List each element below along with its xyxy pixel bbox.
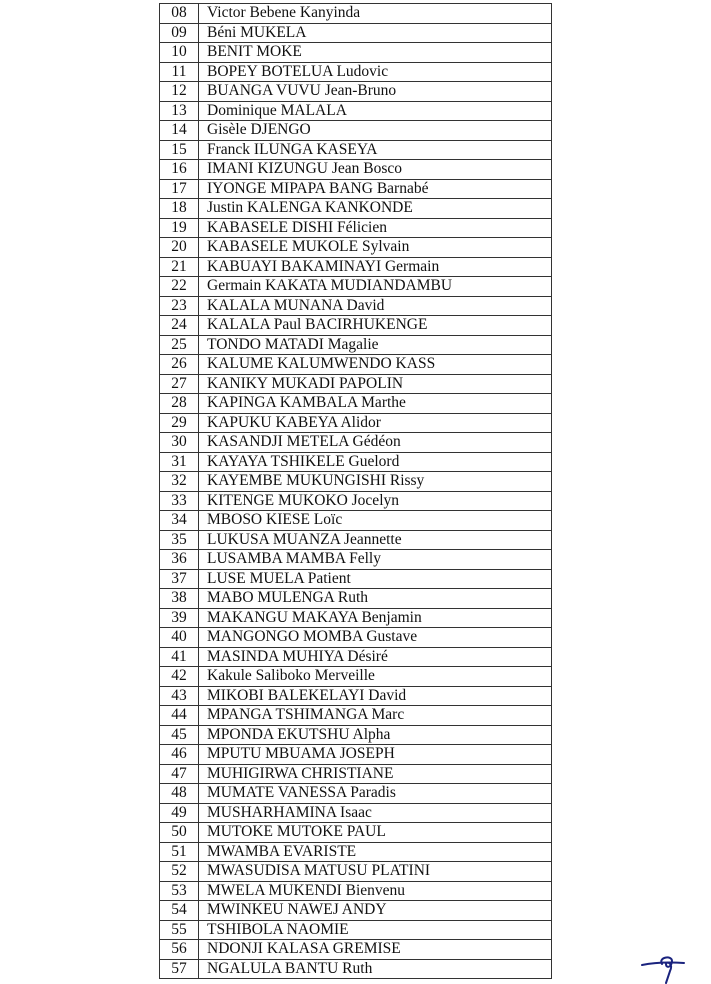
row-number: 38	[160, 589, 199, 609]
table-row	[160, 745, 552, 765]
person-name: BUANGA VUVU Jean-Bruno	[199, 82, 552, 102]
row-number: 37	[160, 569, 199, 589]
person-name: Victor Bebene Kanyinda	[199, 4, 552, 24]
person-name: KABUAYI BAKAMINAYI Germain	[199, 257, 552, 277]
person-name: KABASELE DISHI Félicien	[199, 218, 552, 238]
row-number: 47	[160, 764, 199, 784]
person-name: KASANDJI METELA Gédéon	[199, 433, 552, 453]
row-number: 15	[160, 140, 199, 160]
table-row	[160, 959, 552, 979]
row-number: 21	[160, 257, 199, 277]
person-name: MANGONGO MOMBA Gustave	[199, 628, 552, 648]
table-row	[160, 238, 552, 258]
row-number: 54	[160, 901, 199, 921]
table-row	[160, 316, 552, 336]
person-name: MUMATE VANESSA Paradis	[199, 784, 552, 804]
table-row	[160, 62, 552, 82]
table-row	[160, 784, 552, 804]
row-number: 44	[160, 706, 199, 726]
table-row	[160, 647, 552, 667]
row-number: 30	[160, 433, 199, 453]
row-number: 40	[160, 628, 199, 648]
row-number: 22	[160, 277, 199, 297]
table-row	[160, 199, 552, 219]
person-name: Gisèle DJENGO	[199, 121, 552, 141]
person-name: MWASUDISA MATUSU PLATINI	[199, 862, 552, 882]
person-name: Dominique MALALA	[199, 101, 552, 121]
table-row	[160, 511, 552, 531]
row-number: 46	[160, 745, 199, 765]
row-number: 49	[160, 803, 199, 823]
table-row	[160, 43, 552, 63]
table-row	[160, 335, 552, 355]
table-row	[160, 608, 552, 628]
table-row	[160, 472, 552, 492]
person-name: MASINDA MUHIYA Désiré	[199, 647, 552, 667]
row-number: 19	[160, 218, 199, 238]
person-name: IYONGE MIPAPA BANG Barnabé	[199, 179, 552, 199]
person-name: MWAMBA EVARISTE	[199, 842, 552, 862]
person-name: Franck ILUNGA KASEYA	[199, 140, 552, 160]
row-number: 56	[160, 940, 199, 960]
table-row	[160, 686, 552, 706]
person-name: MBOSO KIESE Loïc	[199, 511, 552, 531]
row-number: 10	[160, 43, 199, 63]
person-name: KAPUKU KABEYA Alidor	[199, 413, 552, 433]
person-name: IMANI KIZUNGU Jean Bosco	[199, 160, 552, 180]
row-number: 42	[160, 667, 199, 687]
person-name: MUHIGIRWA CHRISTIANE	[199, 764, 552, 784]
row-number: 27	[160, 374, 199, 394]
person-name: LUSAMBA MAMBA Felly	[199, 550, 552, 570]
row-number: 11	[160, 62, 199, 82]
table-row	[160, 257, 552, 277]
person-name: MPONDA EKUTSHU Alpha	[199, 725, 552, 745]
table-row	[160, 101, 552, 121]
name-list-table	[159, 3, 552, 979]
table-row	[160, 374, 552, 394]
row-number: 53	[160, 881, 199, 901]
person-name: KALALA Paul BACIRHUKENGE	[199, 316, 552, 336]
row-number: 26	[160, 355, 199, 375]
table-row	[160, 491, 552, 511]
table-row	[160, 413, 552, 433]
row-number: 29	[160, 413, 199, 433]
row-number: 13	[160, 101, 199, 121]
person-name: MUTOKE MUTOKE PAUL	[199, 823, 552, 843]
name-list-table-container	[159, 3, 551, 979]
person-name: LUKUSA MUANZA Jeannette	[199, 530, 552, 550]
table-row	[160, 218, 552, 238]
table-row	[160, 394, 552, 414]
table-row	[160, 901, 552, 921]
person-name: Justin KALENGA KANKONDE	[199, 199, 552, 219]
row-number: 23	[160, 296, 199, 316]
row-number: 41	[160, 647, 199, 667]
row-number: 33	[160, 491, 199, 511]
row-number: 48	[160, 784, 199, 804]
row-number: 14	[160, 121, 199, 141]
row-number: 51	[160, 842, 199, 862]
person-name: NDONJI KALASA GREMISE	[199, 940, 552, 960]
table-row	[160, 667, 552, 687]
table-row	[160, 589, 552, 609]
table-row	[160, 179, 552, 199]
person-name: KALALA MUNANA David	[199, 296, 552, 316]
table-row	[160, 920, 552, 940]
row-number: 32	[160, 472, 199, 492]
row-number: 20	[160, 238, 199, 258]
person-name: NGALULA BANTU Ruth	[199, 959, 552, 979]
person-name: LUSE MUELA Patient	[199, 569, 552, 589]
table-row	[160, 23, 552, 43]
table-row	[160, 628, 552, 648]
row-number: 50	[160, 823, 199, 843]
person-name: TSHIBOLA NAOMIE	[199, 920, 552, 940]
person-name: Germain KAKATA MUDIANDAMBU	[199, 277, 552, 297]
table-row	[160, 121, 552, 141]
table-row	[160, 82, 552, 102]
table-row	[160, 842, 552, 862]
person-name: KAPINGA KAMBALA Marthe	[199, 394, 552, 414]
person-name: MUSHARHAMINA Isaac	[199, 803, 552, 823]
row-number: 08	[160, 4, 199, 24]
table-row	[160, 4, 552, 24]
table-row	[160, 160, 552, 180]
row-number: 55	[160, 920, 199, 940]
table-row	[160, 355, 552, 375]
table-row	[160, 296, 552, 316]
person-name: Kakule Saliboko Merveille	[199, 667, 552, 687]
row-number: 16	[160, 160, 199, 180]
row-number: 39	[160, 608, 199, 628]
row-number: 43	[160, 686, 199, 706]
row-number: 12	[160, 82, 199, 102]
row-number: 28	[160, 394, 199, 414]
table-row	[160, 764, 552, 784]
person-name: KABASELE MUKOLE Sylvain	[199, 238, 552, 258]
table-row	[160, 530, 552, 550]
person-name: MWINKEU NAWEJ ANDY	[199, 901, 552, 921]
table-row	[160, 881, 552, 901]
row-number: 24	[160, 316, 199, 336]
person-name: TONDO MATADI Magalie	[199, 335, 552, 355]
table-row	[160, 706, 552, 726]
table-row	[160, 940, 552, 960]
person-name: KITENGE MUKOKO Jocelyn	[199, 491, 552, 511]
person-name: MPUTU MBUAMA JOSEPH	[199, 745, 552, 765]
person-name: MIKOBI BALEKELAYI David	[199, 686, 552, 706]
person-name: MAKANGU MAKAYA Benjamin	[199, 608, 552, 628]
table-row	[160, 823, 552, 843]
table-row	[160, 725, 552, 745]
person-name: MABO MULENGA Ruth	[199, 589, 552, 609]
person-name: MWELA MUKENDI Bienvenu	[199, 881, 552, 901]
row-number: 31	[160, 452, 199, 472]
person-name: BOPEY BOTELUA Ludovic	[199, 62, 552, 82]
table-row	[160, 140, 552, 160]
row-number: 35	[160, 530, 199, 550]
person-name: KAYEMBE MUKUNGISHI Rissy	[199, 472, 552, 492]
row-number: 36	[160, 550, 199, 570]
table-row	[160, 803, 552, 823]
row-number: 52	[160, 862, 199, 882]
person-name: MPANGA TSHIMANGA Marc	[199, 706, 552, 726]
table-row	[160, 277, 552, 297]
row-number: 09	[160, 23, 199, 43]
person-name: KANIKY MUKADI PAPOLIN	[199, 374, 552, 394]
row-number: 57	[160, 959, 199, 979]
table-row	[160, 862, 552, 882]
row-number: 17	[160, 179, 199, 199]
person-name: Béni MUKELA	[199, 23, 552, 43]
row-number: 18	[160, 199, 199, 219]
person-name: KALUME KALUMWENDO KASS	[199, 355, 552, 375]
row-number: 45	[160, 725, 199, 745]
row-number: 25	[160, 335, 199, 355]
table-row	[160, 433, 552, 453]
person-name: BENIT MOKE	[199, 43, 552, 63]
table-body	[160, 4, 552, 979]
person-name: KAYAYA TSHIKELE Guelord	[199, 452, 552, 472]
table-row	[160, 569, 552, 589]
handwritten-initials-icon	[640, 955, 690, 984]
table-row	[160, 452, 552, 472]
table-row	[160, 550, 552, 570]
row-number: 34	[160, 511, 199, 531]
